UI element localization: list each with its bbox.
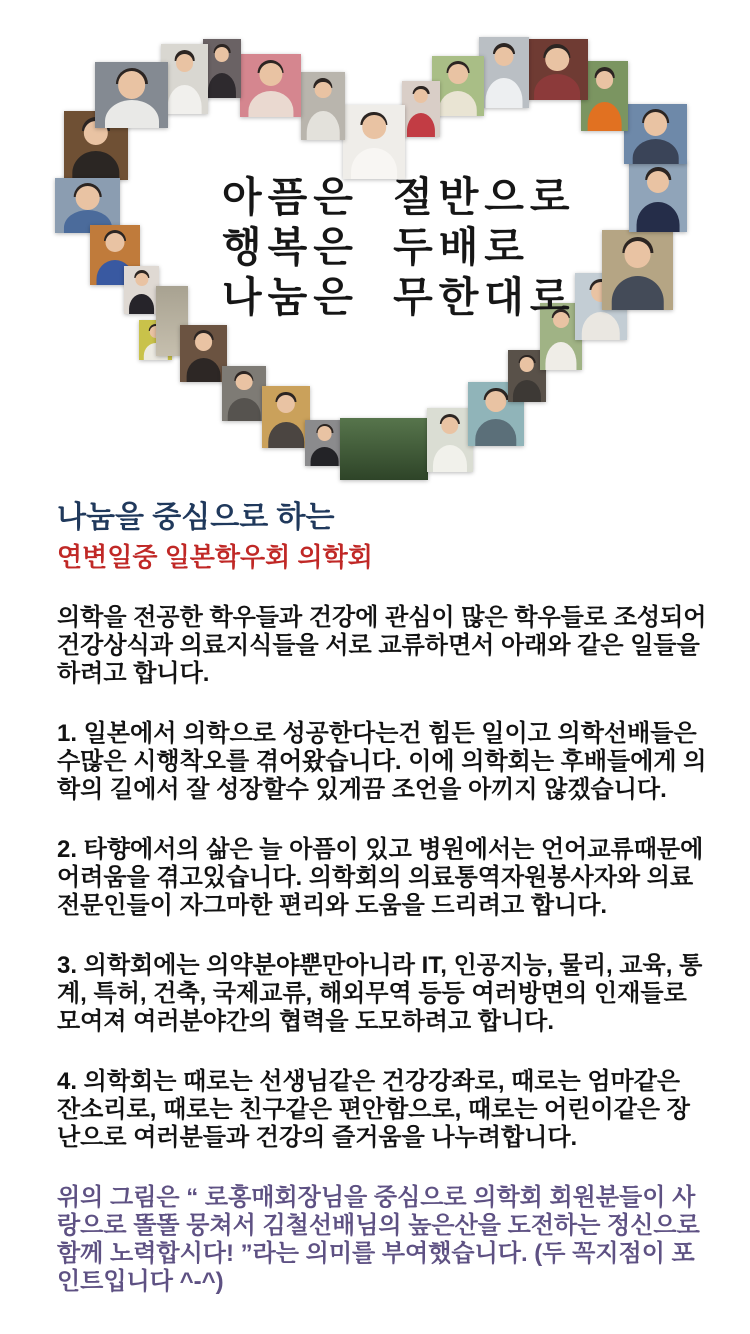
page-subtitle: 연변일중 일본학우회 의학회	[57, 542, 373, 572]
photo-tile	[340, 418, 428, 480]
photo-tile	[203, 39, 241, 98]
portrait-torso	[310, 447, 339, 466]
photo-tile	[180, 325, 227, 382]
portrait-face	[448, 64, 468, 84]
photo-tile	[479, 37, 529, 108]
portrait-face	[118, 71, 146, 99]
portrait-face	[495, 47, 514, 66]
portrait-torso	[534, 74, 580, 100]
portrait-torso	[208, 73, 236, 98]
heart-collage	[0, 0, 750, 500]
portrait-torso	[129, 294, 155, 314]
portrait-face	[362, 115, 386, 139]
heart-caption-line-1: 아픔은 절반으로	[222, 173, 576, 221]
portrait-face	[441, 417, 458, 434]
portrait-torso	[587, 102, 622, 131]
portrait-face	[176, 54, 194, 72]
portrait-face	[106, 233, 125, 252]
portrait-face	[215, 47, 229, 61]
portrait-face	[647, 171, 669, 193]
photo-tile	[124, 266, 159, 314]
portrait-face	[259, 63, 282, 86]
portrait-torso	[268, 422, 304, 448]
page-title: 나눔을 중심으로 하는	[57, 501, 335, 534]
portrait-face	[236, 374, 253, 391]
photo-tile	[629, 161, 687, 232]
portrait-torso	[611, 276, 664, 310]
photo-tile	[602, 230, 673, 310]
portrait-face	[414, 89, 428, 103]
photo-tile	[343, 105, 405, 179]
portrait-torso	[248, 91, 293, 117]
list-item-1: 1. 일본에서 의학으로 성공한다는건 힘든 일이고 의학선배들은 수많은 시행착오를 겪어왔습니다. 이에 의학회는 후배들에게 의학의 길에서 잘 성장할수 있게끔 조언을 아끼지 않겠습니다.	[57, 720, 707, 803]
photo-tile	[427, 408, 473, 472]
portrait-face	[485, 391, 506, 412]
portrait-torso	[513, 380, 541, 402]
portrait-face	[317, 426, 332, 441]
portrait-face	[644, 112, 668, 136]
photo-tile	[402, 81, 440, 137]
photo-tile	[526, 39, 588, 100]
photo-tile	[222, 366, 266, 421]
list-item-2: 2. 타향에서의 삶은 늘 아픔이 있고 병원에서는 언어교류때문에 어려움을 겪고있습니다. 의학회의 의료통역자원봉사자와 의료 전문인들이 자그마한 편리와 도움을 드리려고 합니다.	[57, 836, 704, 919]
portrait-torso	[582, 312, 620, 340]
heart-caption-line-3: 나눔은 무한대로	[222, 273, 576, 321]
portrait-face	[545, 48, 569, 72]
closing-paragraph: 위의 그림은 “ 로홍매회장님을 중심으로 의학회 회원분들이 사랑으로 똘똘 뭉쳐서 김철선배님의 높은산을 도전하는 정신으로 함께 노력합시다! ”라는 의미를 부여했습니다. (두 꼭지점이 포인트입니다 ^-^)	[57, 1184, 700, 1295]
heart-caption-line-2: 행복은 두배로	[222, 223, 530, 271]
list-item-4: 4. 의학회는 때로는 선생님같은 건강강좌로, 때로는 엄마같은 잔소리로, 때로는 친구같은 편안함으로, 때로는 어린이같은 장난으로 여러분들과 건강의 즐거움을 나누려합니다.	[57, 1068, 690, 1151]
portrait-face	[135, 273, 148, 286]
portrait-torso	[545, 342, 576, 370]
text-content	[57, 500, 707, 1296]
portrait-face	[315, 82, 332, 99]
intro-paragraph: 의학을 전공한 학우들과 건강에 관심이 많은 학우들로 조성되어 건강상식과 의료지식들을 서로 교류하면서 아래와 같은 일들을 하려고 합니다.	[57, 604, 707, 687]
list-item-3: 3. 의학회에는 의약분야뿐만아니라 IT, 인공지능, 물리, 교육, 통계, 특허, 건축, 국제교류, 해외무역 등등 여러방면의 인재들로 모여져 여러분야간의 협력을 도모하려고 합니다.	[57, 952, 703, 1035]
portrait-face	[75, 186, 100, 211]
photo-tile	[301, 72, 345, 140]
photo-tile	[95, 62, 168, 128]
portrait-torso	[228, 398, 261, 421]
portrait-face	[277, 395, 295, 413]
heart-caption	[222, 172, 576, 322]
photo-tile	[262, 386, 310, 448]
portrait-torso	[637, 202, 680, 232]
portrait-face	[520, 357, 534, 371]
portrait-torso	[439, 91, 477, 116]
portrait-torso	[475, 419, 516, 446]
photo-tile	[305, 420, 344, 466]
portrait-torso	[632, 139, 679, 164]
photo-tile	[161, 44, 208, 114]
portrait-face	[624, 241, 651, 268]
portrait-torso	[433, 445, 467, 472]
photo-tile	[581, 61, 628, 131]
photo-tile	[240, 54, 301, 117]
portrait-torso	[307, 111, 340, 140]
portrait-torso	[167, 85, 202, 114]
portrait-torso	[186, 358, 221, 382]
portrait-torso	[486, 78, 523, 108]
photo-tile	[624, 104, 687, 164]
portrait-face	[596, 71, 614, 89]
portrait-torso	[104, 100, 158, 128]
portrait-torso	[407, 113, 435, 137]
portrait-face	[195, 333, 213, 351]
portrait-torso	[72, 151, 119, 180]
